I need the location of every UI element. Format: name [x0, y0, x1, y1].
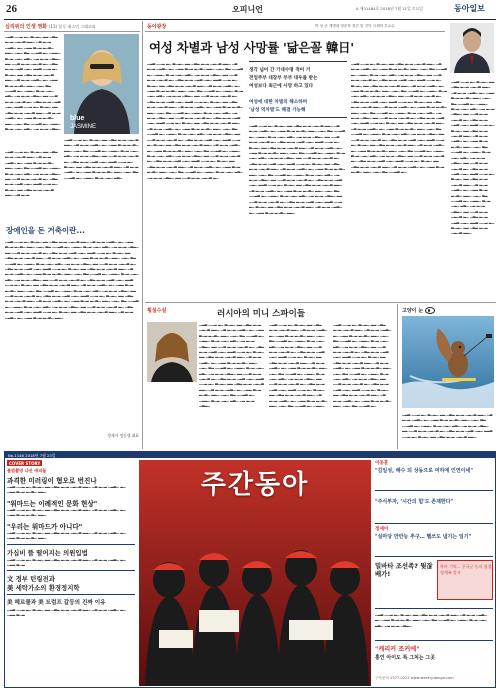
- promo-sub: 북카 기억... 중국군 동의 청경 정계족 알자: [440, 564, 492, 575]
- left-body-1: ▁▂▃ ▁▁▂ ▂▁ ▃▁▂▁ ▂▂ ▁▃▂ ▂▁▂ ▁▂▁▃ ▂▂▁ ▁▃ ▂▁▂ ▁▂▃▁ ▂▁ ▁▂▂ ▃▁▂ ▂▁▃▁ ▂▂▁ ▁▂▁ ▃▂ ▁▁▂▃ ▂▁ ▁▂▂▁ ▃▁▂ ▁▂▁ ▂▃▁ ▁▂ ▂▁▂ ▁▃▂▁ ▂▂ ▁▁▃ ▂▁▂ ▁▂▁▃ ▂▁ ▁▃▂ ▂▁▂ ▁▂▃ ▁▂▁ ▂▂▃ ▁▁▂ ▂▁ ▃▁▂▁ ▂▂ ▁▃▂ ▂▁▂ ▁▂▁▃ ▂▂▁ ▁▃ ▂▁▂ ▁▂▃▁ ▂▁ ▁▂▂ ▃▁▂ ▂▁▃▁ ▂▂▁ ▁▂▁ ▃▂ ▁▁▂▃ ▂▁ ▁▂▂▁ ▃▁▂ ▁▂▁ ▂▃▁ ▁▂ ▂▁▂ ▁▃▂▁ ▂▂ ▁▁▃ ▂▁▂ ▁▂▁▃ ▂▁ ▁▃▂ ▂▁▂ ▁▂▃ ▁▂▁ ▂▂▃ ▁▁▂ ▂▁ ▃▁▂▁ ▂▂ ▁▃▂ ▂▁▂ ▁▂▁▃ ▂▂▁ ▁▃ ▂▁▂ ▁▂▃▁ ▂▁ ▁▂▂ ▃▁▂ ▂▁▃▁ ▂▂▁ ▁▂▁ ▃▂ ▁▁▂▃ ▂▁ ▁▂▂▁ ▃▁▂ ▁▂▁ ▂▃▁ ▁▂ ▂▁▂ ▁▃▂▁: [5, 34, 61, 130]
- story-1[interactable]: 가십비 뜰 떨어지는 의원입법: [7, 549, 88, 557]
- svg-text:blue: blue: [70, 115, 85, 122]
- right-item[interactable]: [375, 526, 493, 554]
- editorial-body-3: ▁▂▃ ▁▁▂ ▂▁ ▃▁▂▁ ▂▂ ▁▃▂ ▂▁▂ ▁▂▁▃ ▂▂▁ ▁▃ ▂▁▂ ▁▂▃▁ ▂▁ ▁▂▂ ▃▁▂ ▂▁▃▁ ▂▂▁ ▁▂▁ ▃▂ ▁▁▂▃ ▂▁ ▁▂▂▁ ▃▁▂ ▁▂▁ ▂▃▁ ▁▂ ▂▁▂ ▁▃▂▁ ▂▂ ▁▁▃ ▂▁▂ ▁▂▁▃ ▂▁ ▁▃▂ ▂▁▂ ▁▂▃ ▁▂▁ ▂▂▃ ▁▁▂ ▂▁ ▃▁▂▁ ▂▂ ▁▃▂ ▂▁▂ ▁▂▁▃ ▂▂▁ ▁▃ ▂▁▂ ▁▂▃▁ ▂▁ ▁▂▂ ▃▁▂ ▂▁▃▁ ▂▂▁ ▁▂▁ ▃▂ ▁▁▂▃ ▂▁ ▁▂▂▁ ▃▁▂ ▁▂▁ ▂▃▁ ▁▂ ▂▁▂ ▁▃▂▁ ▂▂ ▁▁▃ ▂▁▂ ▁▂▁▃ ▂▁ ▁▃▂ ▂▁▂ ▁▂▃ ▁▂▁ ▂▂▃ ▁▁▂ ▂▁ ▃▁▂▁ ▂▂ ▁▃▂ ▂▁▂ ▁▂▁▃ ▂▂▁ ▁▃ ▂▁▂ ▁▂▃▁ ▂▁ ▁▂▂ ▃▁▂ ▂▁▃▁ ▂▂▁ ▁▂▁ ▃▂ ▁▁▂▃ ▂▁ ▁▂▂▁ ▃▁▂ ▁▂▁ ▂▃▁ ▁▂ ▂▁▂ ▁▃▂▁ ▂▂ ▁▁▃ ▂▁▂ ▁▂▁▃ ▂▁ ▁▃▂ ▂▁▂ ▁▂▃ ▁▂▁ ▂▂▃ ▁▁▂ ▂▁ ▃▁▂▁ ▂▂ ▁▃▂ ▂▁▂ ▁▂▁▃ ▂▂▁ ▁▃ ▂▁▂ ▁▂▃▁ ▂▁ ▁▂▂ ▃▁▂ ▂▁▃▁ ▂▂▁ ▁▂▁ ▃▂ ▁▁▂▃ ▂▁ ▁▂▂▁ ▃▁▂ ▁▂▁ ▂▃▁ ▁▂ ▂▁▂ ▁▃▂▁ ▂▂ ▁▁▃ ▂▁▂ ▁▂▁▃ ▂▁ ▁▃▂ ▂▁▂ ▁▂▃ ▁▂▁ ▂▂▃ ▁▁▂ ▂▁ ▃▁▂▁ ▂▂ ▁▃▂ ▂▁▂ ▁▂▁▃ ▂▂▁ ▁▃ ▂▁▂ ▁▂▃▁ ▂▁ ▁▂▂ ▃▁▂ ▂▁▃▁ ▂▂▁ ▁▂▁ ▃▂ ▁▁▂▃ ▂▁ ▁▂▂▁ ▃▁▂ ▁▂▁ ▂▃▁ ▁▂ ▂▁▂ ▁▃▂▁ ▂▂ ▁▁▃ ▂▁▂ ▁▂▁▃ ▂▁ ▁▃▂ ▂▁▂ ▁▂▃ ▁▂▁ ▂▂▃ ▁▁▂ ▂▁ ▃▁▂▁ ▂▂ ▁▃▂ ▂▁▂ ▁▂▁▃ ▂▂▁ ▁▃ ▂▁▂ ▁▂▃▁ ▂▁ ▁▂▂ ▃▁▂ ▂▁▃▁ ▂▂▁ ▁▂▁ ▃▂ ▁▁▂▃ ▂▁: [351, 61, 447, 174]
- author-portrait: [450, 23, 494, 73]
- editorial-kicker: 동아광장: [147, 24, 167, 30]
- callout-line: 여성에 대한 차별의 해소하며: [249, 100, 308, 105]
- column-divider: [142, 21, 143, 449]
- editorial-headline: 여성 차별과 남성 사망률 '닮은꼴 韓日': [149, 40, 354, 55]
- editorial-body-2: ▁▂▃ ▁▁▂ ▂▁ ▃▁▂▁ ▂▂ ▁▃▂ ▂▁▂ ▁▂▁▃ ▂▂▁ ▁▃ ▂▁▂ ▁▂▃▁ ▂▁ ▁▂▂ ▃▁▂ ▂▁▃▁ ▂▂▁ ▁▂▁ ▃▂ ▁▁▂▃ ▂▁ ▁▂▂▁ ▃▁▂ ▁▂▁ ▂▃▁ ▁▂ ▂▁▂ ▁▃▂▁ ▂▂ ▁▁▃ ▂▁▂ ▁▂▁▃ ▂▁ ▁▃▂ ▂▁▂ ▁▂▃ ▁▂▁ ▂▂▃ ▁▁▂ ▂▁ ▃▁▂▁ ▂▂ ▁▃▂ ▂▁▂ ▁▂▁▃ ▂▂▁ ▁▃ ▂▁▂ ▁▂▃▁ ▂▁ ▁▂▂ ▃▁▂ ▂▁▃▁ ▂▂▁ ▁▂▁ ▃▂ ▁▁▂▃ ▂▁ ▁▂▂▁ ▃▁▂ ▁▂▁ ▂▃▁ ▁▂ ▂▁▂ ▁▃▂▁ ▂▂ ▁▁▃ ▂▁▂ ▁▂▁▃ ▂▁ ▁▃▂ ▂▁▂ ▁▂▃ ▁▂▁ ▂▂▃ ▁▁▂ ▂▁ ▃▁▂▁ ▂▂ ▁▃▂ ▂▁▂ ▁▂▁▃ ▂▂▁ ▁▃ ▂▁▂ ▁▂▃▁ ▂▁ ▁▂▂ ▃▁▂ ▂▁▃▁ ▂▂▁ ▁▂▁ ▃▂ ▁▁▂▃ ▂▁ ▁▂▂▁ ▃▁▂ ▁▂▁ ▂▃▁ ▁▂ ▂▁▂ ▁▃▂▁ ▂▂ ▁▁▃ ▂▁▂ ▁▂▁▃ ▂▁ ▁▃▂ ▂▁▂ ▁▂▃ ▁▂▁ ▂▂▃ ▁▁▂ ▂▁ ▃▁▂▁ ▂▂ ▁▃▂ ▂▁▂ ▁▂▁▃ ▂▂▁ ▁▃ ▂▁▂ ▁▂▃▁ ▂▁ ▁▂▂ ▃▁▂ ▂▁▃▁ ▂▂▁ ▁▂▁ ▃▂ ▁▁▂▃ ▂▁ ▁▂▂▁ ▃▁▂ ▁▂▁ ▂▃▁ ▁▂ ▂▁▂ ▁▃▂▁ ▂▂ ▁▁▃ ▂▁▂ ▁▂▁▃ ▂▁ ▁▃▂ ▂▁▂ ▁▂▃ ▁▂▁ ▂▂▃ ▁▁▂ ▂▁ ▃▁▂▁ ▂▂ ▁▃▂ ▂▁▂ ▁▂▁▃ ▂▂▁ ▁▃ ▂▁▂ ▁▂▃▁ ▂▁ ▁▂▂ ▃▁▂ ▂▁▃▁ ▂▂▁: [249, 123, 345, 214]
- editorial-body-1: ▁▂▃ ▁▁▂ ▂▁ ▃▁▂▁ ▂▂ ▁▃▂ ▂▁▂ ▁▂▁▃ ▂▂▁ ▁▃ ▂▁▂ ▁▂▃▁ ▂▁ ▁▂▂ ▃▁▂ ▂▁▃▁ ▂▂▁ ▁▂▁ ▃▂ ▁▁▂▃ ▂▁ ▁▂▂▁ ▃▁▂ ▁▂▁ ▂▃▁ ▁▂ ▂▁▂ ▁▃▂▁ ▂▂ ▁▁▃ ▂▁▂ ▁▂▁▃ ▂▁ ▁▃▂ ▂▁▂ ▁▂▃ ▁▂▁ ▂▂▃ ▁▁▂ ▂▁ ▃▁▂▁ ▂▂ ▁▃▂ ▂▁▂ ▁▂▁▃ ▂▂▁ ▁▃ ▂▁▂ ▁▂▃▁ ▂▁ ▁▂▂ ▃▁▂ ▂▁▃▁ ▂▂▁ ▁▂▁ ▃▂ ▁▁▂▃ ▂▁ ▁▂▂▁ ▃▁▂ ▁▂▁ ▂▃▁ ▁▂ ▂▁▂ ▁▃▂▁ ▂▂ ▁▁▃ ▂▁▂ ▁▂▁▃ ▂▁ ▁▃▂ ▂▁▂ ▁▂▃ ▁▂▁ ▂▂▃ ▁▁▂ ▂▁ ▃▁▂▁ ▂▂ ▁▃▂ ▂▁▂ ▁▂▁▃ ▂▂▁ ▁▃ ▂▁▂ ▁▂▃▁ ▂▁ ▁▂▂ ▃▁▂ ▂▁▃▁ ▂▂▁ ▁▂▁ ▃▂ ▁▁▂▃ ▂▁ ▁▂▂▁ ▃▁▂ ▁▂▁ ▂▃▁ ▁▂ ▂▁▂ ▁▃▂▁ ▂▂ ▁▁▃ ▂▁▂ ▁▂▁▃ ▂▁ ▁▃▂ ▂▁▂ ▁▂▃ ▁▂▁ ▂▂▃ ▁▁▂ ▂▁ ▃▁▂▁ ▂▂ ▁▃▂ ▂▁▂ ▁▂▁▃ ▂▂▁ ▁▃ ▂▁▂ ▁▂▃▁ ▂▁ ▁▂▂ ▃▁▂ ▂▁▃▁ ▂▂▁ ▁▂▁ ▃▂ ▁▁▂▃ ▂▁ ▁▂▂▁ ▃▁▂ ▁▂▁ ▂▃▁ ▁▂ ▂▁▂ ▁▃▂▁ ▂▂ ▁▁▃ ▂▁▂ ▁▂▁▃ ▂▁ ▁▃▂ ▂▁▂ ▁▂▃ ▁▂▁ ▂▂▃ ▁▁▂ ▂▁ ▃▁▂▁ ▂▂ ▁▃▂ ▂▁▂ ▁▂▁▃ ▂▂▁ ▁▃ ▂▁▂ ▁▂▃▁ ▂▁ ▁▂▂ ▃▁▂ ▂▁▃▁ ▂▂▁ ▁▂▁ ▃▂ ▁▁▂▃ ▂▁ ▁▂▂▁ ▃▁▂ ▁▂▁ ▂▃▁ ▁▂ ▂▁▂ ▁▃▂▁ ▂▂ ▁▁▃ ▂▁▂ ▁▂▁▃ ▂▁ ▁▃▂ ▂▁▂ ▁▂▃ ▁▂▁ ▂▂▃ ▁▁▂ ▂▁ ▃▁▂▁ ▂▂ ▁▃▂ ▂▁▂ ▁▂▁▃ ▂▂▁ ▁▃ ▂▁▂ ▁▂▃▁ ▂▁ ▁▂▂ ▃▁▂ ▂▁▃▁ ▂▂▁ ▁▂▁ ▃▂ ▁▁▂▃ ▂▁ ▁▂▂▁ ▃▁▂ ▁▂▁ ▂▃▁ ▁▂ ▂▁▂ ▁▃▂▁ ▂▂ ▁▁▃ ▂▁▂ ▁▂▁▃ ▂▁: [147, 61, 243, 179]
- sub-column-body-3: ▁▂▃ ▁▁▂ ▂▁ ▃▁▂▁ ▂▂ ▁▃▂ ▂▁▂ ▁▂▁▃ ▂▂▁ ▁▃ ▂▁▂ ▁▂▃▁ ▂▁ ▁▂▂ ▃▁▂ ▂▁▃▁ ▂▂▁ ▁▂▁ ▃▂ ▁▁▂▃ ▂▁ ▁▂▂▁ ▃▁▂ ▁▂▁ ▂▃▁ ▁▂ ▂▁▂ ▁▃▂▁ ▂▂ ▁▁▃ ▂▁▂ ▁▂▁▃ ▂▁ ▁▃▂ ▂▁▂ ▁▂▃ ▁▂▁ ▂▂▃ ▁▁▂ ▂▁ ▃▁▂▁ ▂▂ ▁▃▂ ▂▁▂ ▁▂▁▃ ▂▂▁ ▁▃ ▂▁▂ ▁▂▃▁ ▂▁ ▁▂▂ ▃▁▂ ▂▁▃▁ ▂▂▁ ▁▂▁ ▃▂ ▁▁▂▃ ▂▁ ▁▂▂▁ ▃▁▂ ▁▂▁ ▂▃▁ ▁▂ ▂▁▂ ▁▃▂▁ ▂▂ ▁▁▃ ▂▁▂ ▁▂▁▃ ▂▁ ▁▃▂ ▂▁▂ ▁▂▃ ▁▂▁ ▂▂▃ ▁▁▂ ▂▁ ▃▁▂▁ ▂▂ ▁▃▂ ▂▁▂ ▁▂▁▃ ▂▂▁ ▁▃ ▂▁▂ ▁▂▃▁ ▂▁ ▁▂▂ ▃▁▂ ▂▁▃▁ ▂▂▁ ▁▂▁ ▃▂ ▁▁▂▃ ▂▁: [333, 322, 392, 408]
- editorial-column: [145, 21, 496, 301]
- header-rule: [4, 19, 496, 20]
- callout-line: '남성 역차별'도 해결 가능해: [249, 108, 306, 113]
- right-item-text: "주식투자, '시간의 힘'도 존재한다": [375, 499, 454, 505]
- bottom-item-sub: 홍인 아이도 특 그처는 그곳: [375, 655, 436, 661]
- left-body-3: ▁▂▃ ▁▁▂ ▂▁ ▃▁▂▁ ▂▂ ▁▃▂ ▂▁▂ ▁▂▁▃ ▂▂▁ ▁▃ ▂▁▂ ▁▂▃▁ ▂▁ ▁▂▂ ▃▁▂ ▂▁▃▁ ▂▂▁ ▁▂▁ ▃▂ ▁▁▂▃ ▂▁ ▁▂▂▁ ▃▁▂ ▁▂▁ ▂▃▁ ▁▂ ▂▁▂ ▁▃▂▁ ▂▂ ▁▁▃ ▂▁▂ ▁▂▁▃ ▂▁ ▁▃▂ ▂▁▂ ▁▂▃ ▁▂▁ ▂▂▃ ▁▁▂ ▂▁ ▃▁▂▁ ▂▂ ▁▃▂ ▂▁▂ ▁▂▁▃ ▂▂▁ ▁▃ ▂▁▂: [5, 149, 61, 197]
- sub-column-body-1: ▁▂▃ ▁▁▂ ▂▁ ▃▁▂▁ ▂▂ ▁▃▂ ▂▁▂ ▁▂▁▃ ▂▂▁ ▁▃ ▂▁▂ ▁▂▃▁ ▂▁ ▁▂▂ ▃▁▂ ▂▁▃▁ ▂▂▁ ▁▂▁ ▃▂ ▁▁▂▃ ▂▁ ▁▂▂▁ ▃▁▂ ▁▂▁ ▂▃▁ ▁▂ ▂▁▂ ▁▃▂▁ ▂▂ ▁▁▃ ▂▁▂ ▁▂▁▃ ▂▁ ▁▃▂ ▂▁▂ ▁▂▃ ▁▂▁ ▂▂▃ ▁▁▂ ▂▁ ▃▁▂▁ ▂▂ ▁▃▂ ▂▁▂ ▁▂▁▃ ▂▂▁ ▁▃ ▂▁▂ ▁▂▃▁ ▂▁ ▁▂▂ ▃▁▂ ▂▁▃▁ ▂▂▁ ▁▂▁ ▃▂ ▁▁▂▃ ▂▁ ▁▂▂▁ ▃▁▂ ▁▂▁ ▂▃▁ ▁▂ ▂▁▂ ▁▃▂▁ ▂▂ ▁▁▃ ▂▁▂ ▁▂▁▃ ▂▁ ▁▃▂ ▂▁▂ ▁▂▃ ▁▂▁ ▂▂▃ ▁▁▂ ▂▁ ▃▁▂▁ ▂▂ ▁▃▂ ▂▁▂ ▁▂▁▃ ▂▂▁ ▁▃ ▂▁▂ ▁▂▃▁ ▂▁ ▁▂▂ ▃▁▂ ▂▁▃▁ ▂▂▁ ▁▂▁ ▃▂ ▁▁▂▃ ▂▁ ▁▂▂▁ ▃▁▂ ▁▂▁ ▂▃▁ ▁▂ ▂▁▂ ▁▃▂▁: [199, 322, 264, 408]
- ad-right-list: [375, 460, 493, 686]
- page-number: 26: [6, 3, 17, 15]
- photo-box-caption: ▁▂▃ ▁▁▂ ▂▁ ▃▁▂▁ ▂▂ ▁▃▂ ▂▁▂ ▁▂▁▃ ▂▂▁ ▁▃ ▂▁▂ ▁▂▃▁ ▂▁ ▁▂▂ ▃▁▂ ▂▁▃▁ ▂▂▁ ▁▂▁ ▃▂ ▁▁▂▃ ▂▁ ▁▂▂▁ ▃▁▂ ▁▂▁ ▂▃▁ ▁▂ ▂▁▂ ▁▃▂▁ ▂▂ ▁▁▃ ▂▁▂ ▁▂▁▃ ▂▁ ▁▃▂ ▂▁▂ ▁▂▃ ▁▂▁ ▂▂▃ ▁▁▂ ▂▁ ▃▁▂▁ ▂▂ ▁▃▂ ▂▁▂ ▁▂▁▃ ▂▂▁: [402, 412, 493, 438]
- movie-poster-photo: [64, 34, 139, 134]
- section-title: 오피니언: [232, 5, 263, 14]
- ad-issue-tag: No.1146 2018년 7월 23일: [8, 452, 56, 458]
- story-2a[interactable]: 文 정부 턴링전과: [7, 575, 55, 583]
- sub-column-kicker: 횡설수설: [147, 308, 167, 314]
- magazine-cover[interactable]: [139, 460, 371, 686]
- promo-title: 밀바타 조선족? 뭣잖 배가!: [375, 562, 433, 578]
- callout-line: 전업주부 대장부 부부 대우를 받는: [249, 76, 318, 81]
- callout-line: 생각 넘어 간 기대수명 적어 거: [249, 68, 311, 73]
- story-3[interactable]: 美 헤르쿨과 美 트럼프 갈등의 진짜 이유: [7, 600, 106, 606]
- left-column-subhead: 장애인을 돈 거축이란...: [6, 226, 85, 235]
- photo-box: [400, 304, 496, 449]
- cover-sub-1: ▁▂▃ ▁▁▂ ▂▁ ▃▁▂▁ ▂▂ ▁▃▂ ▂▁▂ ▁▂▁▃ ▂▂▁ ▁▃ ▂▁▂ ▁▂▃▁ ▂▁ ▁▂▂ ▃▁▂ ▂▁▃▁ ▂▂▁: [7, 484, 126, 494]
- left-column-kicker: [5, 23, 96, 30]
- editorial-author-line: 박 성 준 계명대 영문학 정전 및 진단 국제학 부교수: [315, 24, 395, 28]
- story-2b[interactable]: 美 세탁가소의 환경정지학: [7, 584, 80, 592]
- ad-footer: 구독문의 1577-0222 www.weekly.donga.com: [375, 676, 454, 680]
- kicker-byline: (13) 블루 재스민 그래코리: [48, 24, 96, 29]
- cover-headline-2[interactable]: "워마드는 이례적인 문화 현상": [7, 500, 98, 508]
- left-author: 정재서 정동생 대표: [107, 433, 139, 438]
- photo-box-label: [402, 307, 435, 314]
- callout-line: 여성보다 최근에 사망 하고 있다: [249, 84, 314, 89]
- magazine-ad[interactable]: [4, 451, 496, 688]
- story-1-sub: ▁▂▃ ▁▁▂ ▂▁ ▃▁▂▁ ▂▂ ▁▃▂ ▂▁▂ ▁▂▁▃ ▂▂▁ ▁▃ ▂▁▂ ▁▂▃▁ ▂▁ ▁▂▂ ▃▁▂: [7, 557, 126, 567]
- right-item[interactable]: [375, 493, 493, 521]
- cover-sub-2: ▁▂▃ ▁▁▂ ▂▁ ▃▁▂▁ ▂▂ ▁▃▂ ▂▁▂ ▁▂▁▃ ▂▂▁ ▁▃ ▂▁▂ ▁▂▃▁ ▂▁ ▁▂▂ ▃▁▂ ▂▁▃▁ ▂▂▁: [7, 507, 126, 517]
- left-body-4: ▁▂▃ ▁▁▂ ▂▁ ▃▁▂▁ ▂▂ ▁▃▂ ▂▁▂ ▁▂▁▃ ▂▂▁ ▁▃ ▂▁▂ ▁▂▃▁ ▂▁ ▁▂▂ ▃▁▂ ▂▁▃▁ ▂▂▁ ▁▂▁ ▃▂ ▁▁▂▃ ▂▁ ▁▂▂▁ ▃▁▂ ▁▂▁ ▂▃▁ ▁▂ ▂▁▂ ▁▃▂▁ ▂▂ ▁▁▃ ▂▁▂ ▁▂▁▃ ▂▁ ▁▃▂ ▂▁▂ ▁▂▃ ▁▂▁ ▂▂▃ ▁▁▂ ▂▁ ▃▁▂▁ ▂▂ ▁▃▂ ▂▁▂ ▁▂▁▃ ▂▂▁ ▁▃ ▂▁▂ ▁▂▃▁ ▂▁ ▁▂▂ ▃▁▂ ▂▁▃▁ ▂▂▁ ▁▂▁ ▃▂ ▁▁▂▃ ▂▁ ▁▂▂▁ ▃▁▂ ▁▂▁ ▂▃▁ ▁▂ ▂▁▂ ▁▃▂▁ ▂▂ ▁▁▃ ▂▁▂ ▁▂▁▃ ▂▁ ▁▃▂ ▂▁▂ ▁▂▃ ▁▂▁ ▂▂▃ ▁▁▂ ▂▁ ▃▁▂▁ ▂▂ ▁▃▂ ▂▁▂ ▁▂▁▃ ▂▂▁ ▁▃ ▂▁▂ ▁▂▃▁ ▂▁ ▁▂▂ ▃▁▂ ▂▁▃▁ ▂▂▁ ▁▂▁ ▃▂ ▁▁▂▃ ▂▁ ▁▂▂▁ ▃▁▂ ▁▂▁ ▂▃▁ ▁▂ ▂▁▂ ▁▃▂▁ ▂▂ ▁▁▃ ▂▁▂ ▁▂▁▃ ▂▁ ▁▃▂ ▂▁▂ ▁▂▃ ▁▂▁ ▂▂▃ ▁▁▂ ▂▁ ▃▁▂▁ ▂▂ ▁▃▂ ▂▁▂ ▁▂▁▃ ▂▂▁ ▁▃ ▂▁▂ ▁▂▃▁ ▂▁ ▁▂▂ ▃▁▂ ▂▁▃▁ ▂▂▁ ▁▂▁ ▃▂ ▁▁▂▃ ▂▁ ▁▂▂▁ ▃▁▂ ▁▂▁ ▂▃▁ ▁▂ ▂▁▂ ▁▃▂▁ ▂▂ ▁▁▃ ▂▁▂ ▁▂▁▃ ▂▁ ▁▃▂ ▂▁▂ ▁▂▃ ▁▂▁ ▂▂▃ ▁▁▂ ▂▁ ▃▁▂▁ ▂▂ ▁▃▂ ▂▁▂ ▁▂▁▃ ▂▂▁ ▁▃ ▂▁▂ ▁▂▃▁ ▂▁ ▁▂▂ ▃▁▂ ▂▁▃▁ ▂▂▁ ▁▂▁ ▃▂ ▁▁▂▃ ▂▁ ▁▂▂▁ ▃▁▂ ▁▂▁ ▂▃▁ ▁▂ ▂▁▂ ▁▃▂▁ ▂▂ ▁▁▃ ▂▁▂ ▁▂▁▃ ▂▁ ▁▃▂ ▂▁▂ ▁▂▃ ▁▂▁ ▂▂▃ ▁▁▂ ▂▁ ▃▁▂▁ ▂▂ ▁▃▂ ▂▁▂ ▁▂▁▃ ▂▂▁ ▁▃ ▂▁▂ ▁▂▃▁ ▂▁ ▁▂▂ ▃▁▂ ▂▁▃▁ ▂▂▁: [5, 239, 139, 319]
- ad-story-list: [7, 460, 135, 686]
- right-item-text: "김일성, 해수 되 상동으로 여하에 인연이네": [375, 468, 473, 474]
- page-header: [0, 0, 500, 20]
- svg-text:JASMINE: JASMINE: [70, 124, 97, 130]
- cover-kicker: 불법촬영 나선 애피들: [7, 468, 47, 473]
- sub-column-headline: 러시아의 미니 스파이들: [217, 309, 306, 319]
- left-body-2: ▁▂▃ ▁▁▂ ▂▁ ▃▁▂▁ ▂▂ ▁▃▂ ▂▁▂ ▁▂▁▃ ▂▂▁ ▁▃ ▂▁▂ ▁▂▃▁ ▂▁ ▁▂▂ ▃▁▂ ▂▁▃▁ ▂▂▁ ▁▂▁ ▃▂ ▁▁▂▃ ▂▁ ▁▂▂▁ ▃▁▂ ▁▂▁ ▂▃▁ ▁▂ ▂▁▂ ▁▃▂▁ ▂▂ ▁▁▃ ▂▁▂ ▁▂▁▃ ▂▁ ▁▃▂ ▂▁▂ ▁▂▃ ▁▂▁ ▂▂▃ ▁▁▂ ▂▁ ▃▁▂▁ ▂▂ ▁▃▂ ▂▁▂ ▁▂▁▃ ▂▂▁ ▁▃ ▂▁▂ ▁▂▃▁ ▂▁ ▁▂▂ ▃▁▂ ▂▁▃▁ ▂▂▁ ▁▂▁ ▃▂ ▁▁▂▃ ▂▁ ▁▂▂▁ ▃▁▂ ▁▂▁ ▂▃▁: [64, 137, 139, 179]
- promo-badge: [437, 560, 493, 600]
- kicker-label: 심리위의 인생 영화: [5, 24, 48, 30]
- right-item-label: 정세이: [375, 527, 389, 532]
- sub-column: [145, 304, 395, 449]
- ad-issue-bar: [5, 452, 495, 458]
- bottom-item-title: "캐리커 조커에": [375, 646, 420, 653]
- left-column: [4, 21, 140, 449]
- right-body: ▁▂▃ ▁▁▂ ▂▁ ▃▁▂▁ ▂▂ ▁▃▂ ▂▁▂ ▁▂▁▃ ▂▂▁ ▁▃ ▂▁▂ ▁▂▃▁ ▂▁ ▁▂▂ ▃▁▂ ▂▁▃▁ ▂▂▁ ▁▂▁ ▃▂ ▁▁▂▃ ▂▁ ▁▂▂▁ ▃▁▂ ▁▂▁ ▂▃▁ ▁▂ ▂▁▂ ▁▃▂▁: [375, 612, 488, 627]
- magazine-title: 주간동아: [200, 470, 310, 500]
- editorial-body-4: ▁▂▃ ▁▁▂ ▂▁ ▃▁▂▁ ▂▂ ▁▃▂ ▂▁▂ ▁▂▁▃ ▂▂▁ ▁▃ ▂▁▂ ▁▂▃▁ ▂▁ ▁▂▂ ▃▁▂ ▂▁▃▁ ▂▂▁ ▁▂▁ ▃▂ ▁▁▂▃ ▂▁ ▁▂▂▁ ▃▁▂ ▁▂▁ ▂▃▁ ▁▂ ▂▁▂ ▁▃▂▁ ▂▂ ▁▁▃ ▂▁▂ ▁▂▁▃ ▂▁ ▁▃▂ ▂▁▂ ▁▂▃ ▁▂▁ ▂▂▃ ▁▁▂ ▂▁ ▃▁▂▁ ▂▂ ▁▃▂ ▂▁▂ ▁▂▁▃ ▂▂▁ ▁▃ ▂▁▂ ▁▂▃▁ ▂▁ ▁▂▂ ▃▁▂ ▂▁▃▁ ▂▂▁ ▁▂▁ ▃▂ ▁▁▂▃ ▂▁ ▁▂▂▁ ▃▁▂ ▁▂▁ ▂▃▁ ▁▂ ▂▁▂ ▁▃▂▁ ▂▂ ▁▁▃ ▂▁▂ ▁▂▁▃ ▂▁ ▁▃▂ ▂▁▂ ▁▂▃ ▁▂▁ ▂▂▃ ▁▁▂ ▂▁ ▃▁▂▁ ▂▂ ▁▃▂ ▂▁▂ ▁▂▁▃ ▂▂▁ ▁▃ ▂▁▂ ▁▂▃▁ ▂▁ ▁▂▂ ▃▁▂ ▂▁▃▁ ▂▂▁ ▁▂▁ ▃▂ ▁▁▂▃ ▂▁ ▁▂▂▁ ▃▁▂ ▁▂▁ ▂▃▁ ▁▂ ▂▁▂ ▁▃▂▁ ▂▂ ▁▁▃ ▂▁▂ ▁▂▁▃ ▂▁ ▁▃▂ ▂▁▂ ▁▂▃ ▁▂▁ ▂▂▃ ▁▁▂ ▂▁ ▃▁▂▁ ▂▂ ▁▃▂ ▂▁▂ ▁▂▁▃ ▂▂▁: [451, 79, 495, 235]
- cover-sub-3: ▁▂▃ ▁▁▂ ▂▁ ▃▁▂▁ ▂▂ ▁▃▂ ▂▁▂ ▁▂▁▃ ▂▂▁ ▁▃ ▂▁▂ ▁▂▃▁ ▂▁ ▁▂▂ ▃▁▂ ▂▁▃▁ ▂▂▁: [7, 530, 126, 540]
- brand-logo: 동아일보: [454, 4, 485, 13]
- left-author-line: [64, 433, 139, 439]
- cover-story-label: COVER STORY: [9, 460, 41, 466]
- cat-eye-icon: [425, 307, 435, 314]
- right-item[interactable]: [375, 460, 493, 488]
- bottom-item[interactable]: [375, 644, 493, 674]
- promo-block[interactable]: [375, 560, 493, 604]
- photo-box-title: 고양이 눈: [402, 308, 424, 314]
- issue-info: A 제31484호 2018년 7월 21일 토요일: [356, 6, 423, 11]
- cover-headline-3[interactable]: "우리는 워마드가 아니다": [7, 523, 83, 531]
- cover-headline-1[interactable]: 과격한 미러링이 혐오로 번진나: [7, 477, 97, 485]
- story-3-sub: ▁▂▃ ▁▁▂ ▂▁ ▃▁▂▁ ▂▂ ▁▃▂ ▂▁▂ ▁▂▁▃ ▂▂▁ ▁▃ ▂▁▂ ▁▂▃▁ ▂▁ ▁▂▂ ▃▁▂: [7, 607, 126, 617]
- right-item-label: 이동훈: [375, 461, 389, 466]
- sub-column-photo: [147, 322, 197, 382]
- squirrel-waterski-photo: [402, 316, 494, 408]
- right-item-text: "실마당 만만능 추구… 헬쓰도 냄기는 일기": [375, 534, 472, 540]
- sub-column-body-2: ▁▂▃ ▁▁▂ ▂▁ ▃▁▂▁ ▂▂ ▁▃▂ ▂▁▂ ▁▂▁▃ ▂▂▁ ▁▃ ▂▁▂ ▁▂▃▁ ▂▁ ▁▂▂ ▃▁▂ ▂▁▃▁ ▂▂▁ ▁▂▁ ▃▂ ▁▁▂▃ ▂▁ ▁▂▂▁ ▃▁▂ ▁▂▁ ▂▃▁ ▁▂ ▂▁▂ ▁▃▂▁ ▂▂ ▁▁▃ ▂▁▂ ▁▂▁▃ ▂▁ ▁▃▂ ▂▁▂ ▁▂▃ ▁▂▁ ▂▂▃ ▁▁▂ ▂▁ ▃▁▂▁ ▂▂ ▁▃▂ ▂▁▂ ▁▂▁▃ ▂▂▁ ▁▃ ▂▁▂ ▁▂▃▁ ▂▁ ▁▂▂ ▃▁▂ ▂▁▃▁ ▂▂▁ ▁▂▁ ▃▂ ▁▁▂▃ ▂▁ ▁▂▂▁ ▃▁▂ ▁▂▁ ▂▃▁ ▁▂ ▂▁▂ ▁▃▂▁ ▂▂ ▁▁▃ ▂▁▂ ▁▂▁▃ ▂▁ ▁▃▂ ▂▁▂ ▁▂▃ ▁▂▁ ▂▂▃ ▁▁▂ ▂▁ ▃▁▂▁ ▂▂ ▁▃▂ ▂▁▂ ▁▂▁▃ ▂▂▁ ▁▃ ▂▁▂ ▁▂▃▁ ▂▁ ▁▂▂ ▃▁▂ ▂▁▃▁ ▂▂▁ ▁▂▁ ▃▂ ▁▁▂▃ ▂▁ ▁▂▂▁: [269, 322, 328, 408]
